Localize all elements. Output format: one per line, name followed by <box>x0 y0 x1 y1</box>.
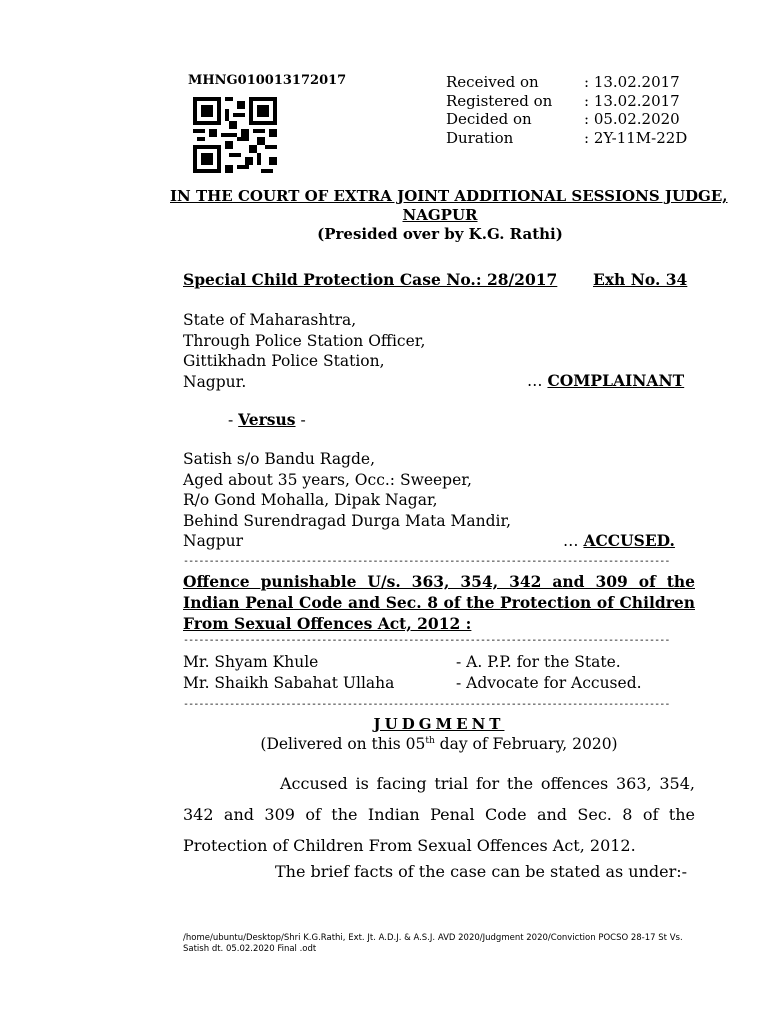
accused-label: ACCUSED. <box>583 531 675 550</box>
meta-label: Duration <box>446 129 514 148</box>
exhibit-number: Exh No. 34 <box>593 270 688 289</box>
accused-line: Behind Surendragad Durga Mata Mandir, <box>183 511 512 530</box>
court-name-line1: IN THE COURT OF EXTRA JOINT ADDITIONAL SESSIONS JUDGE, <box>170 187 728 205</box>
advocate-row <box>183 652 642 673</box>
meta-value: : 13.02.2017 <box>584 91 680 110</box>
advocate-name: Mr. Shaikh Sabahat Ullaha <box>183 674 395 692</box>
meta-duration <box>446 129 687 148</box>
separator-line: ----------------------------------------------------------------------------------------------- <box>183 557 670 567</box>
delivery-text: (Delivered on this 05 <box>260 735 426 753</box>
meta-label: Registered on <box>446 91 553 110</box>
judgment-title: JUDGMENT <box>373 715 505 733</box>
case-number: Special Child Protection Case No.: 28/2017 <box>183 270 558 289</box>
advocate-role: - Advocate for Accused. <box>456 674 642 692</box>
versus-word: Versus <box>238 410 296 429</box>
cino-number: MHNG010013172017 <box>188 73 347 88</box>
delivery-date <box>183 735 695 753</box>
meta-label: Received on <box>446 73 539 91</box>
qr-code-icon <box>193 97 277 173</box>
ellipsis: … <box>527 372 548 390</box>
accused-line: Aged about 35 years, Occ.: Sweeper, <box>183 470 472 489</box>
delivery-sup: th <box>425 735 435 746</box>
versus-line <box>228 410 306 429</box>
delivery-text: day of February, 2020) <box>434 735 618 753</box>
case-meta <box>446 73 687 148</box>
meta-received <box>446 73 687 92</box>
presiding-judge: (Presided over by K.G. Rathi) <box>317 225 563 243</box>
complainant-tag <box>527 371 684 390</box>
complainant-line: Through Police Station Officer, <box>183 331 426 350</box>
advocates-list <box>183 652 642 694</box>
complainant-line: Gittikhadn Police Station, <box>183 352 385 370</box>
court-name-line2: NAGPUR <box>402 206 478 224</box>
versus-suffix: - <box>295 411 306 429</box>
ellipsis: … <box>563 532 584 550</box>
meta-registered <box>446 92 687 111</box>
accused-line: Nagpur <box>183 532 244 550</box>
versus-prefix: - <box>228 411 239 429</box>
advocate-name: Mr. Shyam Khule <box>183 653 319 671</box>
accused-line: Satish s/o Bandu Ragde, <box>183 450 376 468</box>
separator-line: ----------------------------------------------------------------------------------------------- <box>183 636 670 646</box>
meta-value: : 13.02.2017 <box>584 73 680 91</box>
file-path-footer: /home/ubuntu/Desktop/Shri K.G.Rathi, Ext. Jt. A.D.J. & A.S.J. AVD 2020/Judgment 2020/Conviction POCSO 28-17 St Vs. Satish dt. 05.02.2020 Final .odt <box>183 933 683 954</box>
complainant-line: Nagpur. <box>183 372 247 391</box>
accused-tag <box>563 531 675 550</box>
offence-heading: Offence punishable U/s. 363, 354, 342 and 309 of the Indian Penal Code and Sec. 8 of the Protection of Children From Sexual Offences Act, 2012 : <box>183 572 695 633</box>
meta-decided <box>446 110 687 129</box>
advocate-row <box>183 673 642 694</box>
accused-line: R/o Gond Mohalla, Dipak Nagar, <box>183 491 438 509</box>
separator-line: ----------------------------------------------------------------------------------------------- <box>183 700 670 710</box>
complainant-label: COMPLAINANT <box>547 371 685 390</box>
meta-value: : 2Y-11M-22D <box>584 129 688 148</box>
judgment-paragraph: The brief facts of the case can be stated as under:- <box>275 862 688 881</box>
accused-block <box>183 449 511 552</box>
complainant-block <box>183 310 425 392</box>
meta-label: Decided on <box>446 110 532 129</box>
complainant-line: State of Maharashtra, <box>183 311 357 329</box>
advocate-role: - A. P.P. for the State. <box>456 653 621 671</box>
judgment-paragraph: Accused is facing trial for the offences 363, 354, 342 and 309 of the Indian Penal Code and Sec. 8 of the Protection of Children From Sexual Offences Act, 2012. <box>183 774 695 855</box>
court-heading <box>170 187 728 244</box>
meta-value: : 05.02.2020 <box>584 110 680 129</box>
